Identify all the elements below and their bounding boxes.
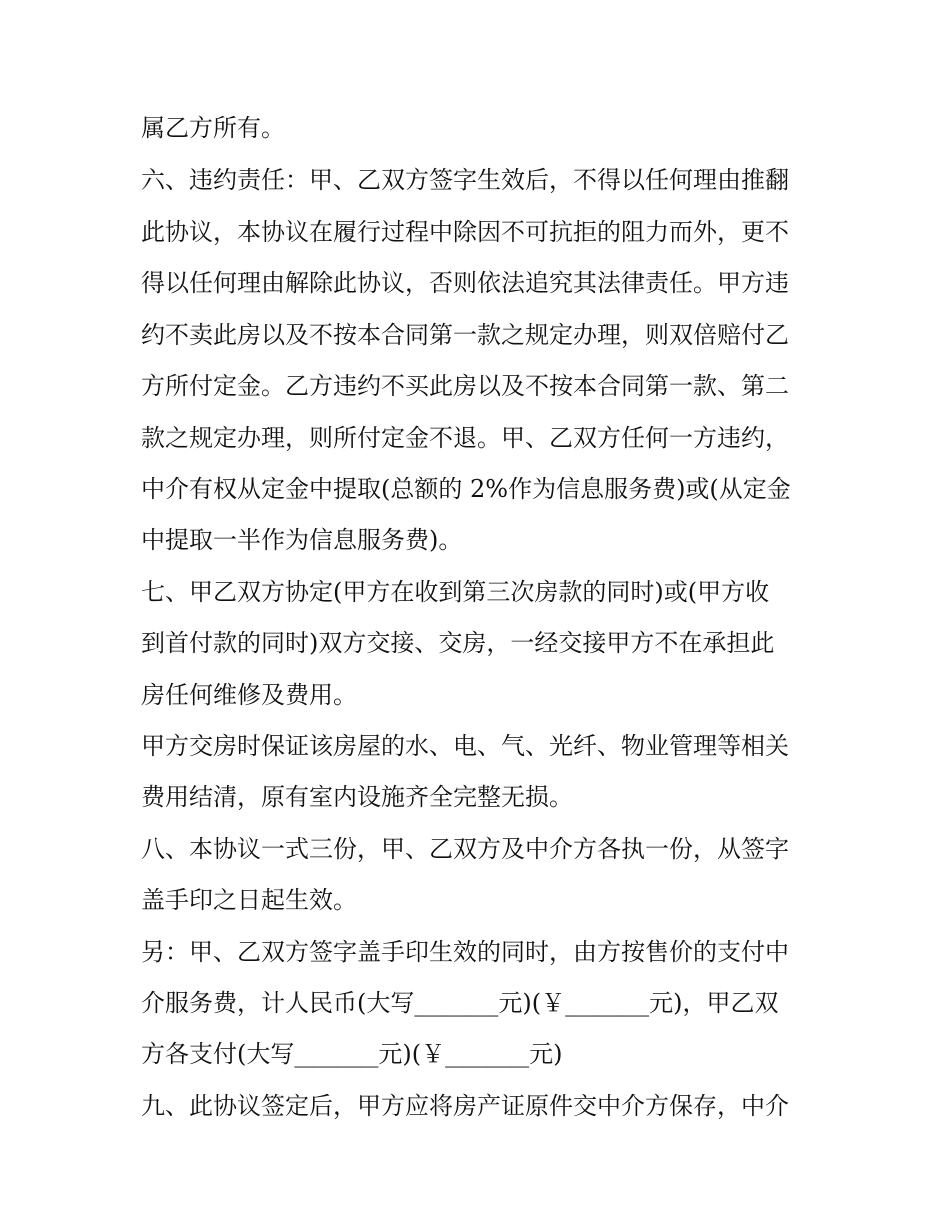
text-line: 七、甲乙双方协定(甲方在收到第三次房款的同时)或(甲方收 [141,578,770,606]
text-line: 盖手印之日起生效。 [141,886,357,914]
text-line: 另：甲、乙双方签字盖手印生效的同时，由方按售价的支付中 [141,938,789,966]
text-line: 属乙方所有。 [141,114,285,142]
text-line: 八、本协议一式三份，甲、乙双方及中介方各执一份，从签字 [141,835,789,863]
text-line: 费用结清，原有室内设施齐全完整无损。 [141,783,573,811]
text-line: 得以任何理由解除此协议，否则依法追究其法律责任。甲方违 [141,269,789,297]
text-line: 方各支付(大写_______元)(￥_______元) [141,1040,563,1068]
text-line: 到首付款的同时)双方交接、交房，一经交接甲方不在承担此 [141,629,775,657]
text-line: 房任何维修及费用。 [141,681,357,709]
text-line: 甲方交房时保证该房屋的水、电、气、光纤、物业管理等相关 [141,732,789,760]
text-line: 约不卖此房以及不按本合同第一款之规定办理，则双倍赔付乙 [141,321,789,349]
text-line: 款之规定办理，则所付定金不退。甲、乙双方任何一方违约， [141,424,789,452]
text-line: 介服务费，计人民币(大写_______元)(￥_______元)，甲乙双 [141,989,779,1017]
text-line: 此协议，本协议在履行过程中除因不可抗拒的阻力而外，更不 [141,218,789,246]
text-line: 六、违约责任：甲、乙双方签字生效后，不得以任何理由推翻 [141,166,789,194]
text-line: 九、此协议签定后，甲方应将房产证原件交中介方保存，中介 [141,1092,789,1120]
text-line: 方所付定金。乙方违约不买此房以及不按本合同第一款、第二 [141,372,789,400]
text-line: 中提取一半作为信息服务费)。 [141,526,463,554]
text-line: 中介有权从定金中提取(总额的 2%作为信息服务费)或(从定金 [141,475,791,503]
